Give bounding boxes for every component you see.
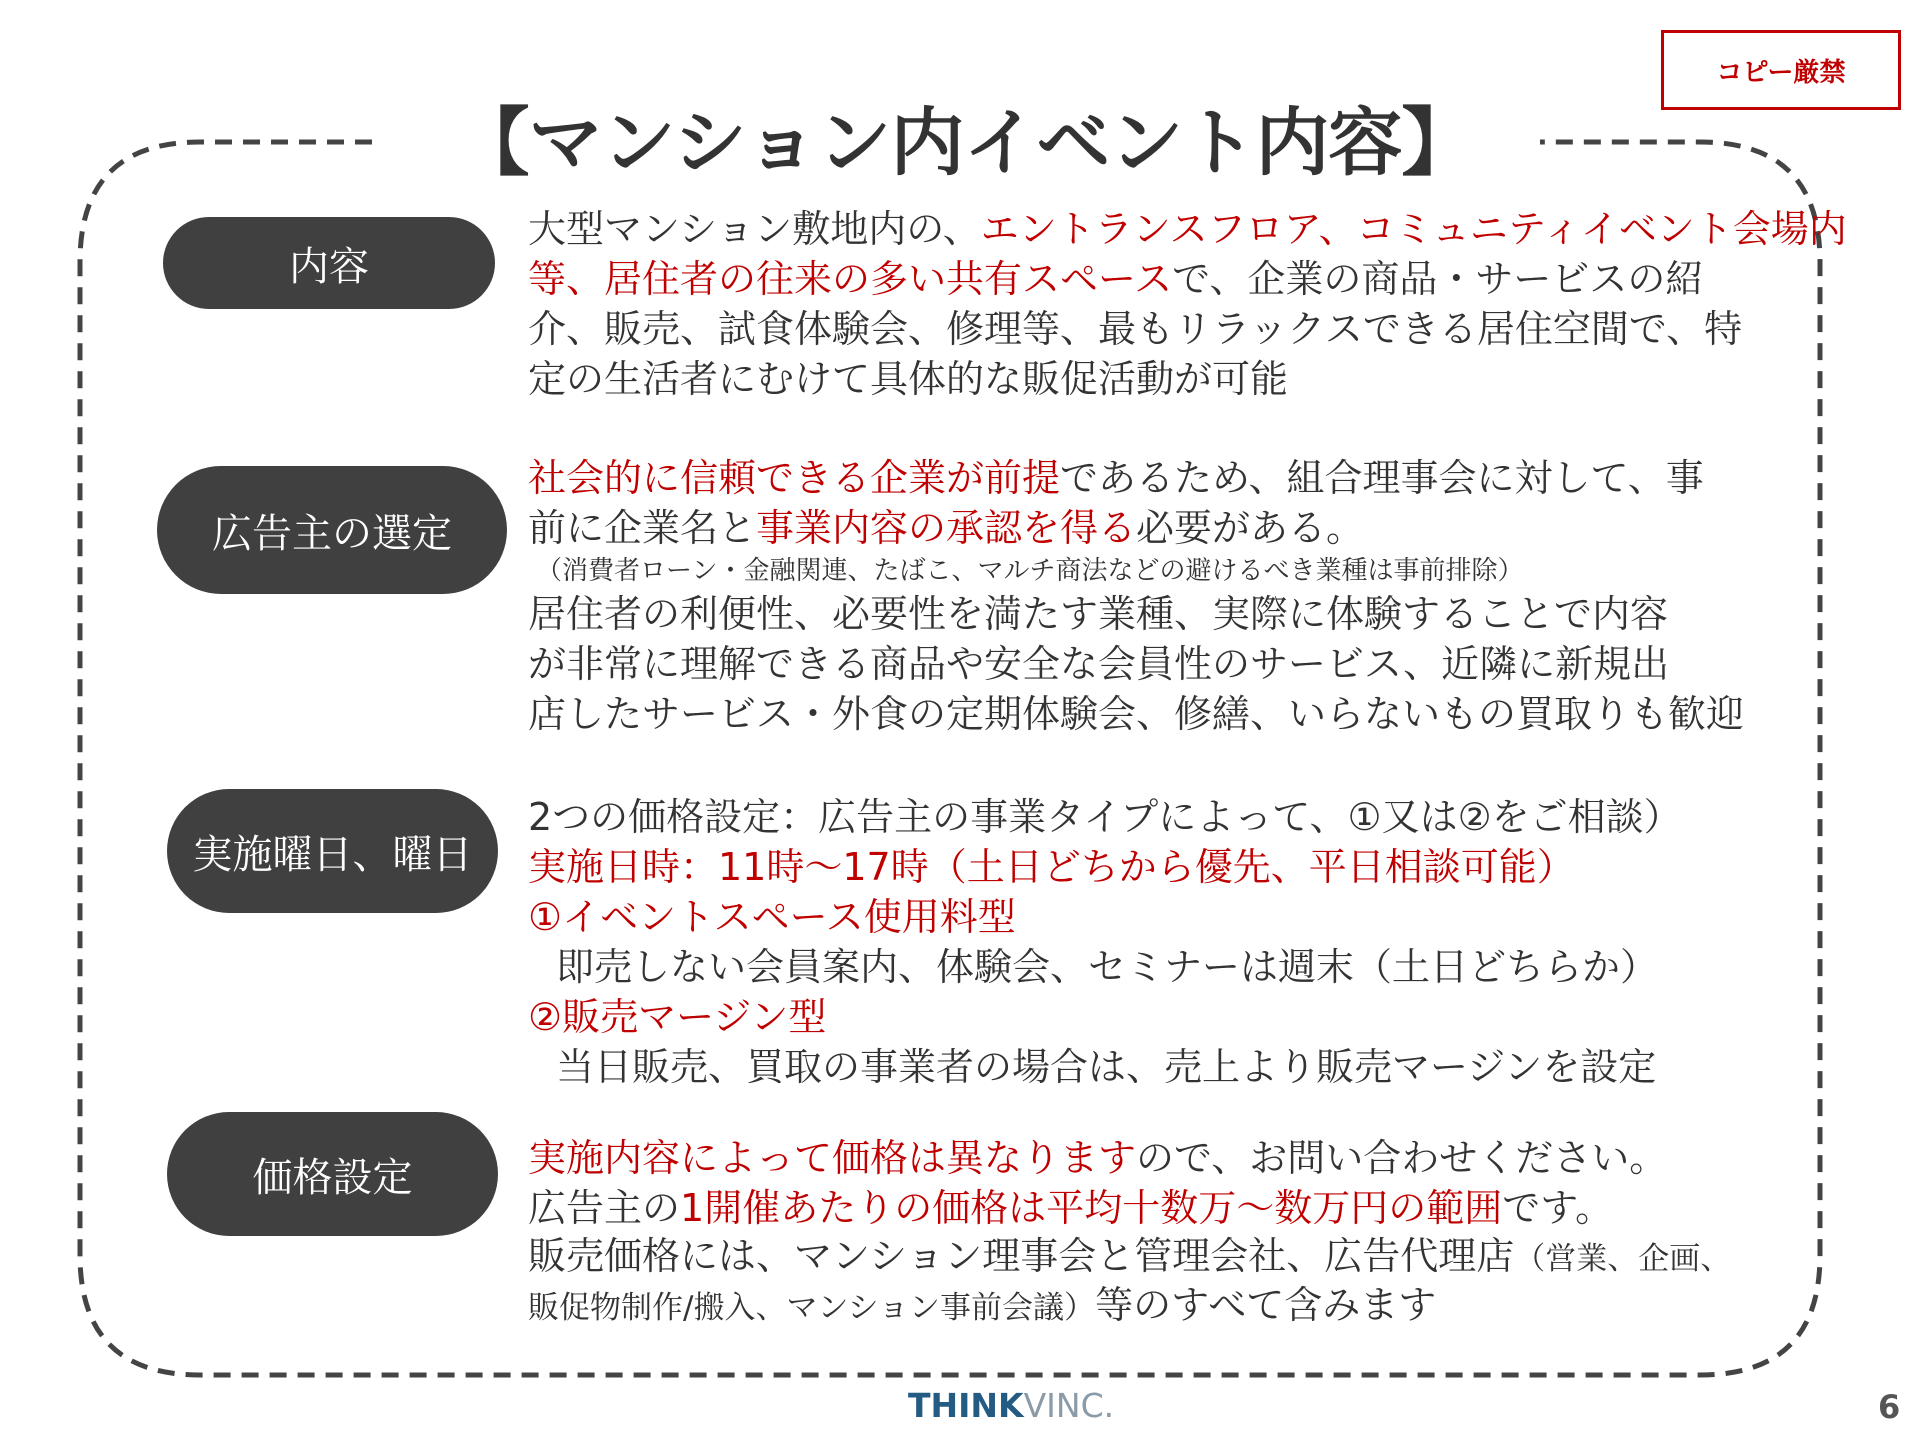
- selection-line-2-part-3: 必要がある。: [1136, 506, 1365, 550]
- pricing-line-3-main: 販売価格には、マンション理事会と管理会社、広告代理店: [528, 1234, 1515, 1278]
- pricing-line-2-part-1: 広告主の: [528, 1186, 681, 1230]
- selection-line-2-part-1: 前に企業名と: [528, 506, 757, 550]
- section-label-content: 内容: [163, 217, 495, 309]
- logo-think: THINK: [908, 1386, 1024, 1425]
- selection-line-4: が非常に理解できる商品や安全な会員性のサービス、近隣に新規出: [528, 642, 1670, 686]
- content-description: [528, 204, 1847, 404]
- content-line-2-part-2: で、企業の商品・サービスの紹: [1172, 257, 1704, 301]
- pricing-line-4-small: 販促物制作/搬入、マンション事前会議）: [528, 1290, 1096, 1326]
- pricing-line-4-main: 等のすべて含みます: [1095, 1283, 1437, 1327]
- pricing-line-4: [528, 1282, 1731, 1331]
- selection-line-1-part-2: であるため、組合理事会に対して、事: [1060, 456, 1704, 500]
- pricing-line-3-small: （営業、企画、: [1514, 1241, 1732, 1277]
- schedule-hours: 実施日時：11時～17時（土日どちから優先、平日相談可能）: [528, 845, 1575, 889]
- selection-line-2: [528, 503, 1744, 553]
- copy-prohibited-badge: コピー厳禁: [1661, 30, 1901, 110]
- advertiser-selection-description: [528, 453, 1744, 739]
- content-line-4: 定の生活者にむけて具体的な販促活動が可能: [528, 357, 1289, 401]
- selection-line-5: 店したサービス・外食の定期体験会、修繕、いらないもの買取りも歓迎: [528, 692, 1745, 736]
- excluded-industries-note: （消費者ローン・金融関連、たばこ、マルチ商法などの避けるべき業種は事前排除）: [536, 556, 1524, 586]
- content-line-1-highlight: エントランスフロア、コミュニティイベント会場内: [980, 207, 1847, 251]
- pricing-line-1-highlight: 実施内容によって価格は異なります: [528, 1136, 1137, 1180]
- logo-vinc: VINC.: [1023, 1386, 1115, 1425]
- page-title: 【マンション内イベント内容】: [455, 100, 1475, 186]
- pricing-line-2-part-3: です。: [1502, 1186, 1614, 1230]
- content-line-1: [528, 204, 1847, 254]
- section-label-pricing: 価格設定: [167, 1112, 498, 1236]
- pricing-description: [528, 1133, 1731, 1331]
- content-line-2: [528, 254, 1847, 304]
- page-number: 6: [1878, 1388, 1901, 1426]
- selection-line-1-highlight: 社会的に信頼できる企業が前提: [528, 456, 1061, 500]
- selection-line-3: 居住者の利便性、必要性を満たす業種、実際に体験することで内容: [528, 592, 1669, 636]
- type1-description: 即売しない会員案内、体験会、セミナーは週末（土日どちらか）: [556, 945, 1659, 989]
- content-line-2-highlight: 等、居住者の往来の多い共有スペース: [528, 257, 1173, 301]
- type2-description: 当日販売、買取の事業者の場合は、売上より販売マージンを設定: [556, 1045, 1657, 1089]
- selection-line-1: [528, 453, 1744, 503]
- pricing-line-2: [528, 1183, 1731, 1233]
- company-logo: [908, 1386, 1114, 1425]
- schedule-description: [528, 792, 1682, 1092]
- selection-line-2-highlight: 事業内容の承認を得る: [756, 506, 1137, 550]
- pricing-intro: 2つの価格設定：広告主の事業タイプによって、①又は②をご相談）: [528, 795, 1682, 839]
- section-label-advertiser-selection: 広告主の選定: [157, 466, 507, 594]
- section-label-schedule: 実施曜日、曜日: [167, 789, 498, 913]
- pricing-line-2-highlight: 1開催あたりの価格は平均十数万～数万円の範囲: [680, 1186, 1503, 1230]
- pricing-line-1-part-2: ので、お問い合わせください。: [1136, 1136, 1668, 1180]
- pricing-line-1: [528, 1133, 1731, 1183]
- type1-title: ①イベントスペース使用料型: [528, 895, 1016, 939]
- content-line-3: 介、販売、試食体験会、修理等、最もリラックスできる居住空間で、特: [528, 307, 1743, 351]
- type2-title: ②販売マージン型: [528, 995, 827, 1039]
- pricing-line-3: [528, 1233, 1731, 1282]
- content-line-1-part-1: 大型マンション敷地内の、: [528, 207, 981, 251]
